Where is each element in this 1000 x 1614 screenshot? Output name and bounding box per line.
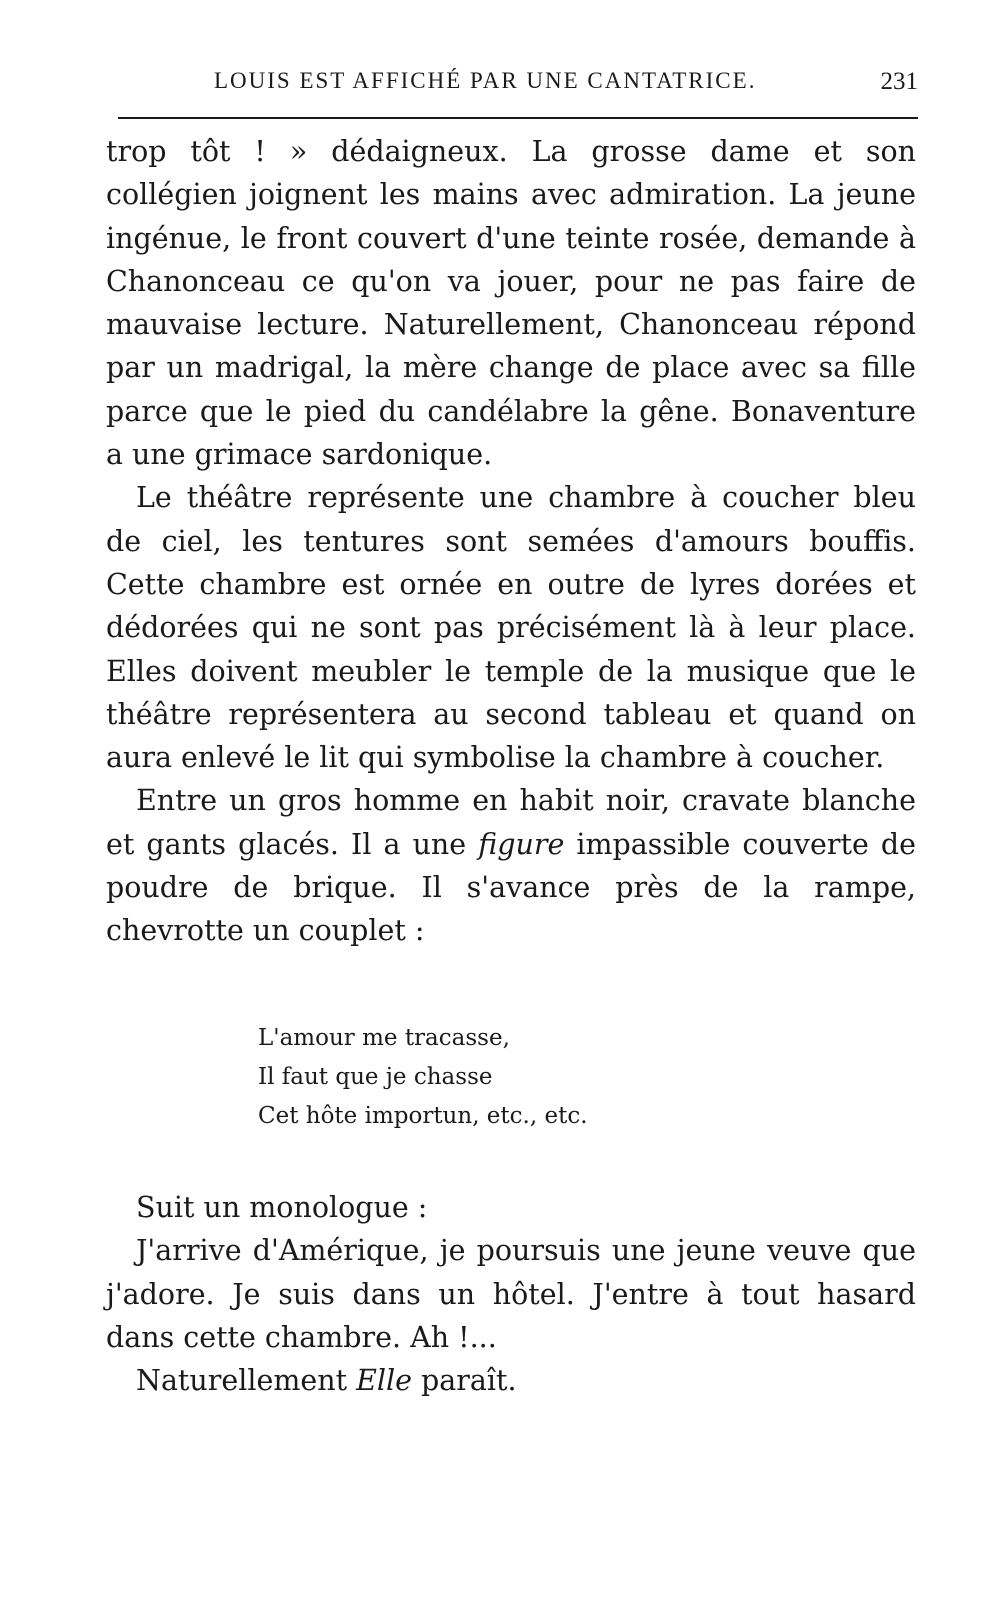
italic-word: figure xyxy=(478,827,565,861)
verse-line: L'amour me tracasse, xyxy=(258,1025,510,1051)
header-rule xyxy=(118,117,918,119)
body-text-lower xyxy=(106,1186,916,1402)
verse-block xyxy=(258,1019,758,1136)
paragraph: trop tôt ! » dédaigneux. La grosse dame et son collégien joignent les mains avec admiration. La jeune ingénue, le front couvert d'une teinte rosée, demande à Chanonceau ce qu'on va jouer, pour ne pas faire de mauvaise lecture. Naturellement, Chanonceau répond par un madrigal, la mère change de place avec sa fille parce que le pied du candélabre la gêne. Bonaventure a une grimace sardonique. xyxy=(106,135,916,472)
paragraph-text: Entre un gros homme en habit noir, cravate blanche et gants glacés. Il a une xyxy=(106,784,916,861)
paragraph-text: paraît. xyxy=(412,1364,517,1398)
paragraph: Le théâtre représente une chambre à coucher bleu de ciel, les tentures sont semées d'amours bouffis. Cette chambre est ornée en outre de lyres dorées et dédorées qui ne sont pas précisément là à leur place. Elles doivent meubler le temple de la musique que le théâtre représentera au second tableau et quand on aura enlevé le lit qui symbolise la chambre à coucher. xyxy=(106,481,916,775)
body-text-upper xyxy=(106,130,916,953)
italic-word: Elle xyxy=(356,1364,412,1398)
paragraph xyxy=(106,779,916,952)
verse-line: Il faut que je chasse xyxy=(258,1064,493,1090)
paragraph-text: Naturellement xyxy=(136,1364,357,1398)
paragraph-text: impassible couverte de poudre de brique. Il s'avance près de la rampe, chevrotte un couplet : xyxy=(106,827,916,948)
running-head: LOUIS EST AFFICHÉ PAR UNE CANTATRICE. xyxy=(214,68,757,93)
page-header xyxy=(118,66,918,106)
paragraph: Suit un monologue : xyxy=(136,1191,428,1224)
paragraph: J'arrive d'Amérique, je poursuis une jeune veuve que j'adore. Je suis dans un hôtel. J'entre à tout hasard dans cette chambre. Ah !... xyxy=(106,1234,916,1354)
page-number: 231 xyxy=(880,68,918,95)
verse-line: Cet hôte importun, etc., etc. xyxy=(258,1103,588,1129)
paragraph xyxy=(106,1359,916,1402)
